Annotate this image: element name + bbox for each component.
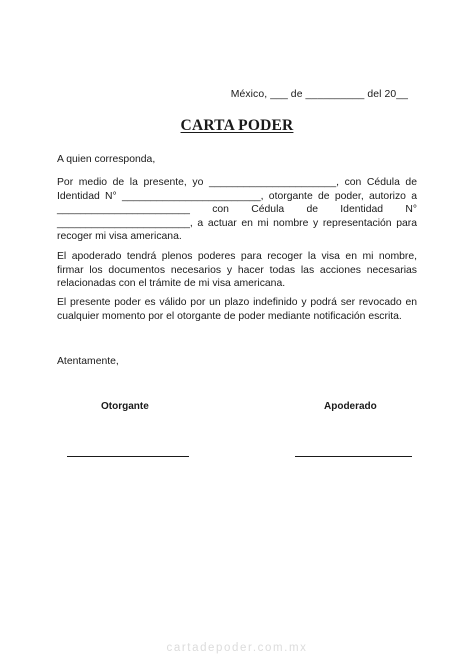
paragraph-2: El apoderado tendrá plenos poderes para recoger la visa en mi nombre, firmar los documentos necesarios y hacer todas las acciones necesarias relacionadas con el trámite de mi visa americana. [57,251,417,290]
closing: Atentamente, [57,356,119,367]
signature-label-apoderado: Apoderado [324,401,377,412]
paragraph-3: El presente poder es válido por un plazo indefinido y podrá ser revocado en cualquier momento por el otorgante de poder mediante notificación escrita. [57,297,417,322]
signature-label-otorgante: Otorgante [101,401,149,412]
signature-line-apoderado [295,456,412,457]
footer-watermark: cartadepoder.com.mx [166,642,308,654]
document-title: CARTA PODER [180,117,294,134]
signature-line-otorgante [67,456,189,457]
paragraph-1: Por medio de la presente, yo ______________________, con Cédula de Identidad N° ________________________, otorgante de poder, autorizo a _______________________ con Cédula de Identidad N° _______________________, a actuar en mi nombre y representación para recoger mi visa americana. [57,177,417,243]
date-line: México, ___ de __________ del 20__ [230,89,408,100]
greeting: A quien corresponda, [57,154,156,165]
